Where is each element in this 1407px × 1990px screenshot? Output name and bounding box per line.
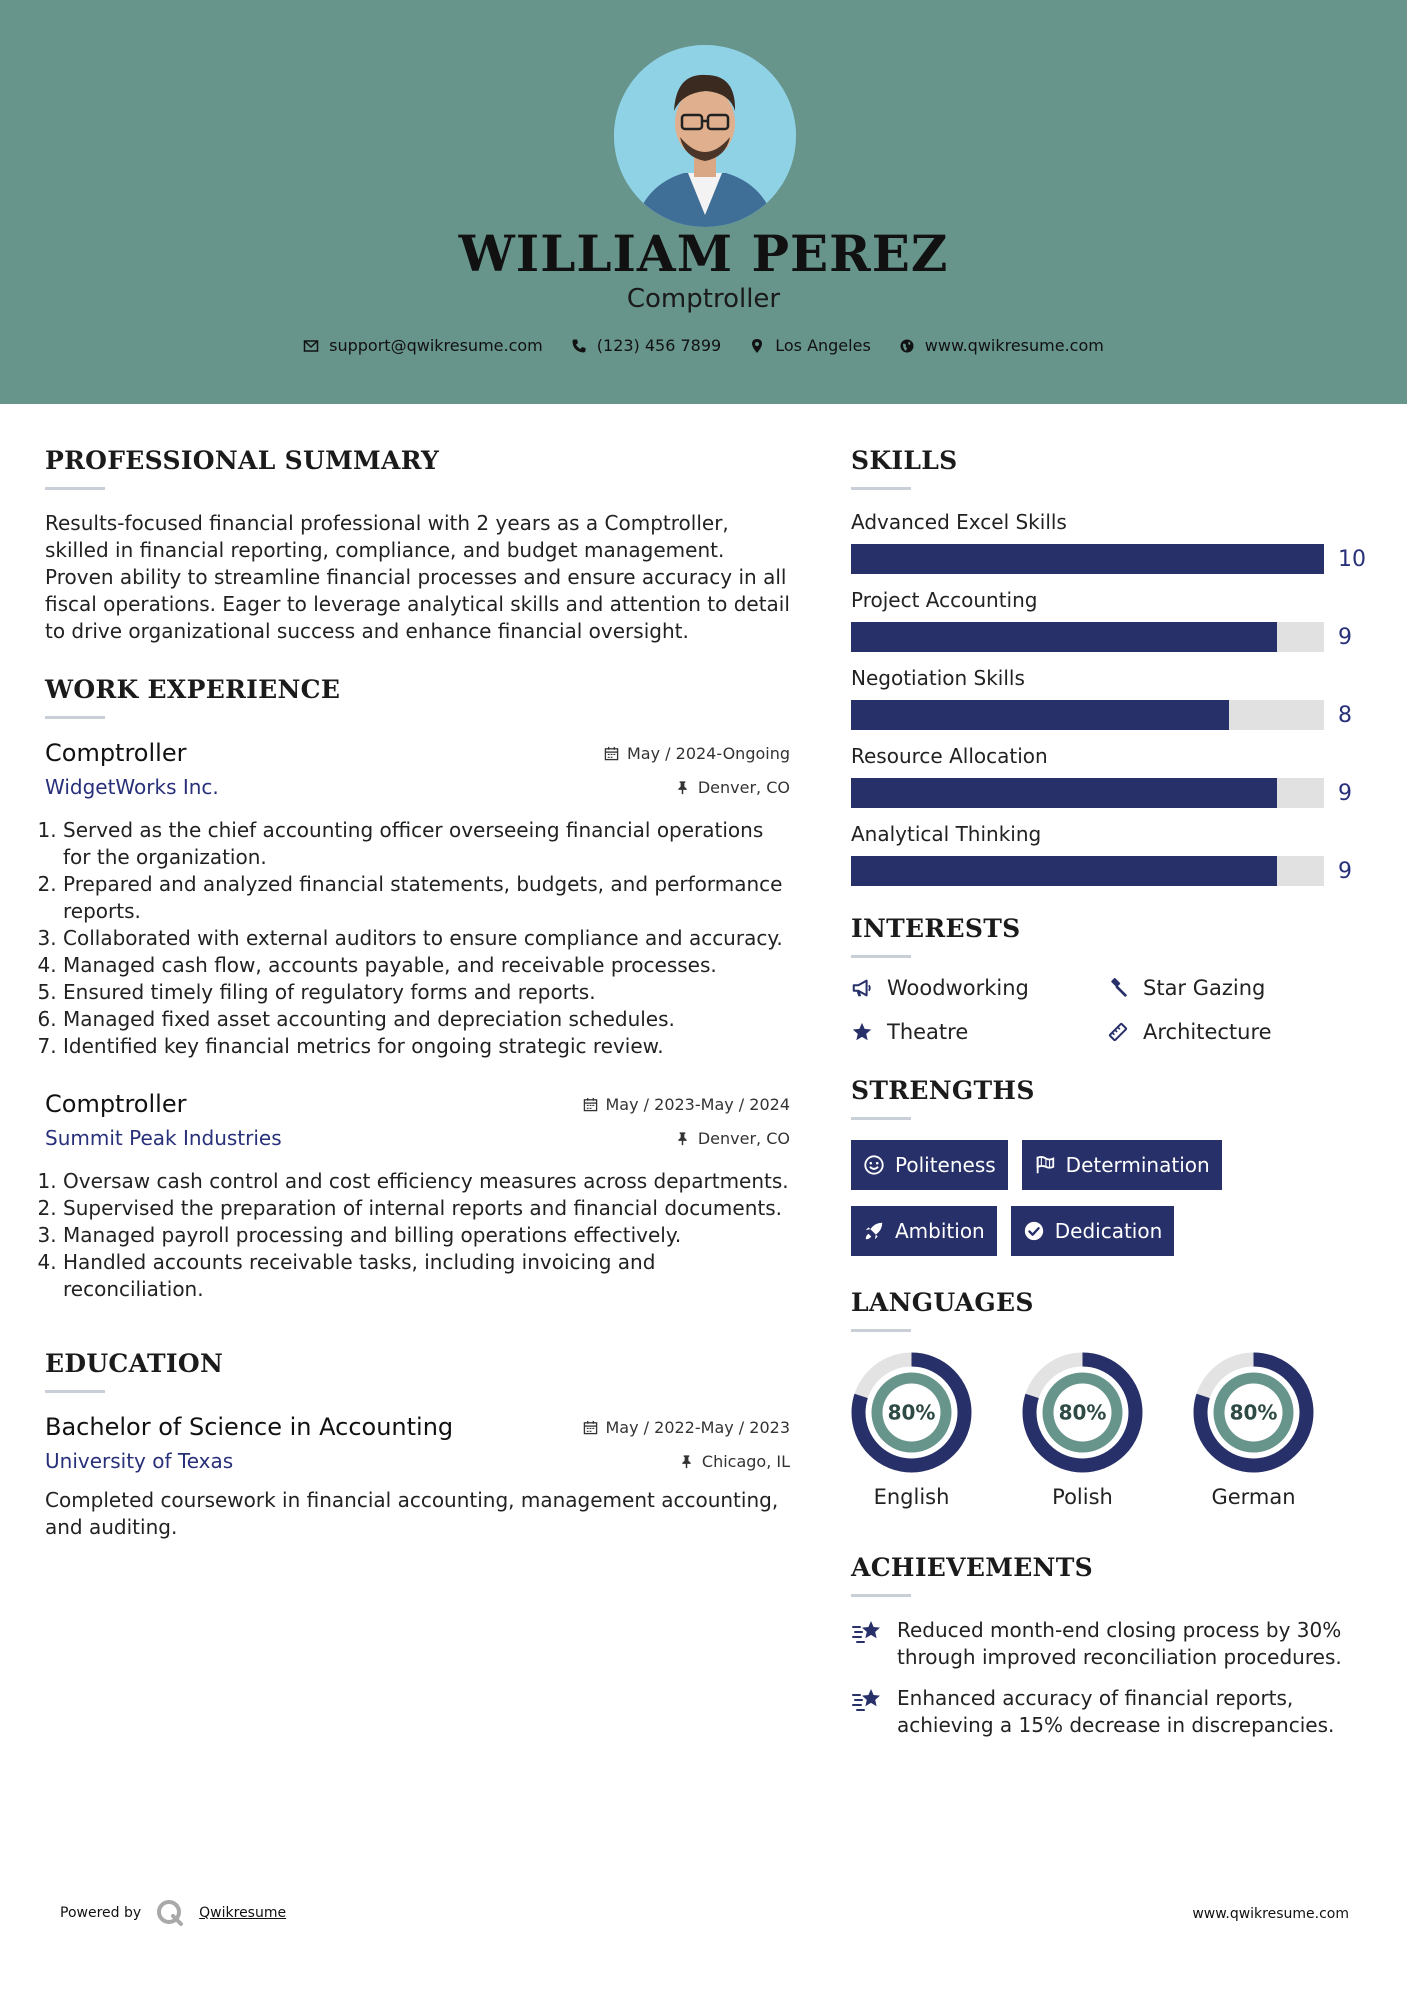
megaphone-icon [851, 977, 873, 999]
list-item: 3. Managed payroll processing and billing operations effectively. [63, 1222, 790, 1249]
education-section [45, 1349, 790, 1541]
company-name: Summit Peak Industries [45, 1126, 282, 1150]
language-ring [851, 1352, 972, 1473]
job-location [675, 1129, 790, 1148]
skill-bar-track [851, 856, 1324, 886]
duties-list [45, 1168, 790, 1303]
heading-underline [45, 1390, 105, 1393]
skill-name: Advanced Excel Skills [851, 510, 1067, 534]
skill-value: 9 [1338, 624, 1352, 650]
languages-section [851, 1288, 1371, 1509]
strength-badge [851, 1206, 997, 1256]
heading-underline [45, 716, 105, 719]
summary-section [45, 446, 790, 645]
skill-value: 9 [1338, 780, 1352, 806]
map-pin-icon [749, 338, 765, 354]
shooting-star-icon [851, 1683, 885, 1717]
education-dates [583, 1418, 791, 1437]
ruler-icon [1107, 1021, 1129, 1043]
heading-underline [851, 1117, 911, 1120]
flag-icon [1034, 1154, 1056, 1176]
language-name: German [1211, 1485, 1296, 1509]
footer-website[interactable]: www.qwikresume.com [1192, 1906, 1349, 1922]
job-dates [583, 1095, 791, 1114]
skill-bar-track [851, 700, 1324, 730]
pushpin-icon [675, 1131, 690, 1146]
education-location [679, 1452, 790, 1471]
achievement-text: Enhanced accuracy of financial reports, achieving a 15% decrease in discrepancies. [897, 1686, 1335, 1737]
list-item: 5. Ensured timely filing of regulatory forms and reports. [63, 979, 790, 1006]
check-circle-icon [1023, 1220, 1045, 1242]
language-name: English [873, 1485, 950, 1509]
avatar [614, 45, 796, 227]
job-location-text: Denver, CO [697, 1128, 790, 1148]
summary-text: Results-focused financial professional with 2 years as a Comptroller, skilled in financial reporting, compliance, and budget management. Proven ability to streamline financial processes and ensure accuracy in all fiscal operations. Eager to leverage analytical skills and attention to detail to drive organizational success and enhance financial oversight. [45, 511, 790, 643]
achievement-item [851, 1685, 1371, 1739]
resume-header [0, 0, 1407, 404]
skill-bar-row [851, 700, 1371, 730]
candidate-title: Comptroller [626, 284, 781, 314]
contact-email[interactable] [303, 336, 543, 355]
job-role: Comptroller [45, 739, 187, 767]
achievements-heading: ACHIEVEMENTS [851, 1553, 1093, 1582]
gavel-icon [1107, 977, 1129, 999]
envelope-icon [303, 338, 319, 354]
list-item: 4. Handled accounts receivable tasks, including invoicing and reconciliation. [63, 1249, 790, 1303]
company-name: WidgetWorks Inc. [45, 775, 219, 799]
skill-bar-row [851, 856, 1371, 886]
strength-label: Ambition [895, 1219, 985, 1243]
languages-list [851, 1352, 1371, 1509]
list-item: 4. Managed cash flow, accounts payable, and receivable processes. [63, 952, 790, 979]
skill-value: 8 [1338, 702, 1352, 728]
brand-link[interactable]: Qwikresume [199, 1905, 287, 1921]
skill-bar-row [851, 622, 1371, 652]
heading-underline [45, 487, 105, 490]
interest-item [851, 976, 1107, 1000]
job-dates-text: May / 2024-Ongoing [627, 743, 790, 763]
globe-icon [899, 338, 915, 354]
job-dates [604, 744, 790, 763]
achievement-text: Reduced month-end closing process by 30% through improved reconciliation procedures. [897, 1618, 1342, 1669]
skill-bar-track [851, 622, 1324, 652]
skill-bar-fill [851, 856, 1277, 886]
calendar-icon [583, 1097, 598, 1112]
interest-item [851, 1020, 1107, 1044]
smile-icon [863, 1154, 885, 1176]
job-location-text: Denver, CO [697, 777, 790, 797]
heading-underline [851, 1594, 911, 1597]
skills-section [851, 446, 1371, 886]
experience-section [45, 675, 790, 1303]
email-text: support@qwikresume.com [329, 336, 543, 355]
strengths-list [851, 1140, 1351, 1256]
interest-label: Star Gazing [1143, 976, 1266, 1000]
list-item: 3. Collaborated with external auditors to ensure compliance and accuracy. [63, 925, 790, 952]
language-item [1022, 1352, 1143, 1509]
education-location-text: Chicago, IL [701, 1451, 790, 1471]
skill-name: Negotiation Skills [851, 666, 1025, 690]
interest-label: Architecture [1143, 1020, 1272, 1044]
list-item: 1. Oversaw cash control and cost efficiency measures across departments. [63, 1168, 790, 1195]
candidate-name: WILLIAM PEREZ [458, 224, 949, 283]
language-item [1193, 1352, 1314, 1509]
duties-list [45, 817, 790, 1060]
skill-value: 10 [1338, 546, 1366, 572]
strength-label: Determination [1065, 1153, 1210, 1177]
contact-website[interactable] [899, 336, 1104, 355]
heading-underline [851, 1329, 911, 1332]
language-ring [1193, 1352, 1314, 1473]
job-entry [45, 739, 790, 1060]
calendar-icon [604, 746, 619, 761]
languages-heading: LANGUAGES [851, 1288, 1034, 1317]
skill-bar-fill [851, 622, 1277, 652]
website-text: www.qwikresume.com [924, 336, 1104, 355]
heading-underline [851, 955, 911, 958]
skill-value: 9 [1338, 858, 1352, 884]
strengths-section [851, 1076, 1371, 1256]
degree-name: Bachelor of Science in Accounting [45, 1413, 454, 1441]
language-percent: 80% [887, 1400, 936, 1425]
contact-phone[interactable] [571, 336, 721, 355]
rocket-icon [863, 1220, 885, 1242]
language-name: Polish [1052, 1485, 1113, 1509]
skill-name: Resource Allocation [851, 744, 1048, 768]
job-dates-text: May / 2023-May / 2024 [605, 1094, 790, 1114]
experience-heading: WORK EXPERIENCE [45, 675, 341, 704]
skills-list [851, 510, 1371, 886]
education-description: Completed coursework in financial accounting, management accounting, and auditing. [45, 1488, 779, 1539]
skill-name: Analytical Thinking [851, 822, 1042, 846]
education-dates-text: May / 2022-May / 2023 [605, 1417, 790, 1437]
heading-underline [851, 487, 911, 490]
language-percent: 80% [1229, 1400, 1278, 1425]
phone-text: (123) 456 7899 [596, 336, 722, 355]
skill-bar-fill [851, 544, 1324, 574]
skill-bar-fill [851, 778, 1277, 808]
school-name: University of Texas [45, 1449, 234, 1473]
list-item: 2. Supervised the preparation of internal reports and financial documents. [63, 1195, 790, 1222]
profile-photo [614, 45, 796, 227]
strength-badge [851, 1140, 1008, 1190]
contact-row [0, 336, 1407, 355]
job-role: Comptroller [45, 1090, 187, 1118]
achievements-section [851, 1553, 1371, 1739]
star-icon [851, 1021, 873, 1043]
skill-name: Project Accounting [851, 588, 1038, 612]
location-text: Los Angeles [775, 336, 871, 355]
skill-bar-track [851, 778, 1324, 808]
phone-icon [571, 338, 587, 354]
strengths-heading: STRENGTHS [851, 1076, 1035, 1105]
contact-location [749, 336, 871, 355]
job-location [675, 778, 790, 797]
list-item: 6. Managed fixed asset accounting and depreciation schedules. [63, 1006, 790, 1033]
interest-item [1107, 976, 1363, 1000]
language-ring [1022, 1352, 1143, 1473]
skill-bar-row [851, 544, 1371, 574]
list-item: 7. Identified key financial metrics for ongoing strategic review. [63, 1033, 790, 1060]
skill-bar-row [851, 778, 1371, 808]
skill-bar-track [851, 544, 1324, 574]
pushpin-icon [675, 780, 690, 795]
strength-label: Politeness [895, 1153, 996, 1177]
list-item: 1. Served as the chief accounting officer overseeing financial operations for the organization. [63, 817, 790, 871]
interest-label: Woodworking [887, 976, 1029, 1000]
interest-label: Theatre [887, 1020, 969, 1044]
left-column [45, 446, 790, 1541]
interests-heading: INTERESTS [851, 914, 1021, 943]
interests-list [851, 976, 1371, 1044]
language-percent: 80% [1058, 1400, 1107, 1425]
skill-bar-fill [851, 700, 1229, 730]
right-column [851, 446, 1371, 1753]
achievement-item [851, 1617, 1371, 1671]
interests-section [851, 914, 1371, 1044]
strength-badge [1011, 1206, 1175, 1256]
strength-badge [1022, 1140, 1222, 1190]
summary-heading: PROFESSIONAL SUMMARY [45, 446, 440, 475]
calendar-icon [583, 1420, 598, 1435]
strength-label: Dedication [1054, 1219, 1163, 1243]
job-entry [45, 1090, 790, 1303]
interest-item [1107, 1020, 1363, 1044]
powered-by-label: Powered by [60, 1905, 142, 1921]
qwikresume-logo-icon [155, 1898, 185, 1928]
list-item: 2. Prepared and analyzed financial statements, budgets, and performance reports. [63, 871, 790, 925]
language-item [851, 1352, 972, 1509]
pushpin-icon [679, 1454, 694, 1469]
education-heading: EDUCATION [45, 1349, 224, 1378]
footer-powered-by [60, 1898, 286, 1928]
shooting-star-icon [851, 1615, 885, 1649]
skills-heading: SKILLS [851, 446, 958, 475]
